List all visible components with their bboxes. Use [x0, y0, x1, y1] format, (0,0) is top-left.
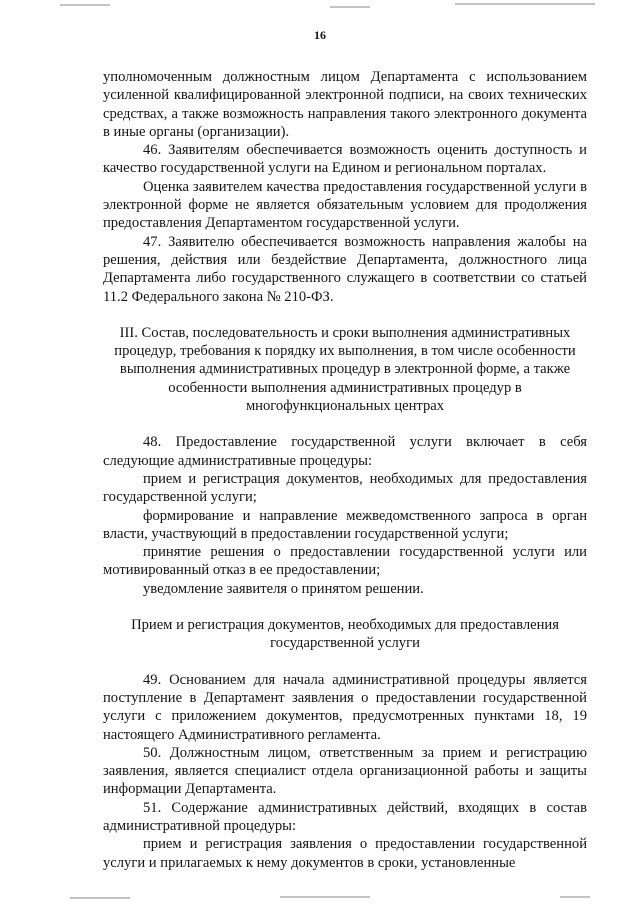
paragraph-48: 48. Предоставление государственной услуги включает в себя следующие административные процедуры:	[103, 434, 587, 469]
list-item: прием и регистрация заявления о предоставлении государственной услуги и прилагаемых к нему документов в сроки, установленные	[103, 836, 587, 871]
paragraph-49: 49. Основанием для начала административной процедуры является поступление в Департамент заявления о предоставлении государственной услуги с приложением документов, предусмотренных пунктами 18, 19 настоящего Административного регламента.	[103, 671, 587, 743]
document-body	[103, 68, 587, 872]
list-item: формирование и направление межведомственного запроса в орган власти, участвующий в предоставлении государственной услуги;	[103, 507, 587, 542]
paragraph-46: 46. Заявителям обеспечивается возможность оценить доступность и качество государственной услуги на Едином и региональном порталах.	[103, 142, 587, 177]
list-item: принятие решения о предоставлении государственной услуги или мотивированный отказ в ее предоставлении;	[103, 544, 587, 579]
scan-artifact	[560, 896, 590, 898]
section-heading-iii: III. Состав, последовательность и сроки выполнения административных процедур, требования к порядку их выполнения, в том числе особенности выполнения административных процедур в электронной форме, а также особенности выполнения административных процедур в многофункциональных центрах	[114, 324, 576, 415]
scan-artifact	[60, 4, 110, 6]
subsection-heading: Прием и регистрация документов, необходимых для предоставления государственной услуги	[131, 617, 559, 652]
scan-artifact	[455, 3, 595, 5]
paragraph-quality-assessment: Оценка заявителем качества предоставления государственной услуги в электронной форме не является обязательным условием для продолжения предоставления Департаментом государственной услуги.	[103, 178, 587, 232]
paragraph-51: 51. Содержание административных действий, входящих в состав административной процедуры:	[103, 799, 587, 834]
scan-artifact	[330, 6, 370, 8]
scan-artifact	[280, 896, 370, 898]
scan-artifact	[70, 897, 130, 899]
list-item: уведомление заявителя о принятом решении.	[143, 580, 424, 597]
paragraph-50: 50. Должностным лицом, ответственным за прием и регистрацию заявления, является специалист отдела организационной работы и защиты информации Департамента.	[103, 744, 587, 798]
paragraph-47: 47. Заявителю обеспечивается возможность направления жалобы на решения, действия или бездействие Департамента, должностного лица Департамента либо государственного служащего в соответствии со статьей 11.2 Федерального закона № 210-ФЗ.	[103, 233, 587, 305]
page-number: 16	[314, 28, 326, 42]
paragraph-continuation: уполномоченным должностным лицом Департамента с использованием усиленной квалифицированной электронной подписи, на своих технических средствах, а также возможность направления такого электронного документа в иные органы (организации).	[103, 69, 587, 140]
list-item: прием и регистрация документов, необходимых для предоставления государственной услуги;	[103, 470, 587, 506]
